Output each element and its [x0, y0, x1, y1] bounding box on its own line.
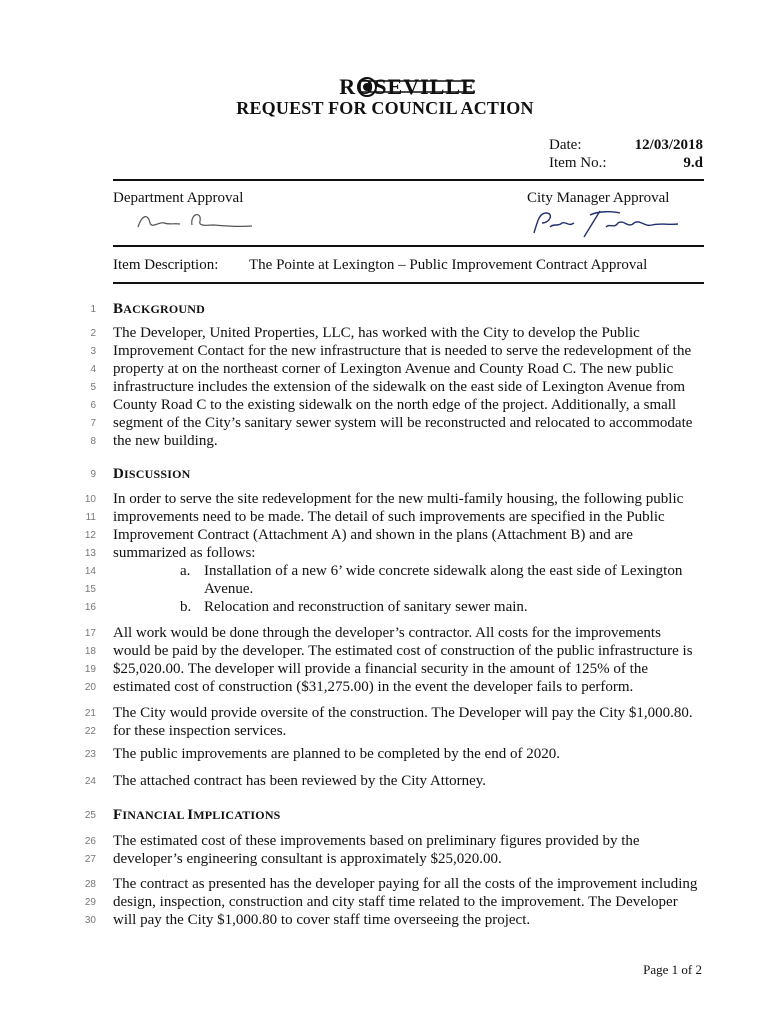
discussion-line: The public improvements are planned to be completed by the end of 2020.: [113, 746, 560, 762]
line-number: 4: [90, 364, 96, 375]
section-heading-discussion: DISCUSSION: [113, 466, 191, 482]
discussion-line: In order to serve the site redevelopment for the new multi-family housing, the following public: [113, 491, 684, 507]
line-number: 21: [84, 708, 96, 719]
line-number: 7: [90, 418, 96, 429]
discussion-line: for these inspection services.: [113, 723, 287, 739]
discussion-line: $25,020.00. The developer will provide a financial security in the amount of 125% of the: [113, 661, 648, 677]
background-line: infrastructure includes the extension of the sidewalk on the east side of Lexington Avenue from: [113, 379, 686, 395]
line-number: 10: [84, 494, 96, 505]
line-number: 8: [90, 436, 96, 447]
item-description-value: The Pointe at Lexington – Public Improvement Contract Approval: [249, 257, 648, 273]
page-number: Page 1 of 2: [643, 962, 702, 977]
line-number: 23: [84, 749, 96, 760]
divider-bottom: [113, 282, 704, 284]
line-number: 5: [90, 382, 96, 393]
list-marker: a.: [180, 563, 191, 579]
discussion-line: The attached contract has been reviewed by the City Attorney.: [113, 773, 487, 789]
background-line: Improvement Contact for the new infrastructure that is needed to serve the redevelopment of the: [113, 343, 692, 359]
city-manager-approval-label: City Manager Approval: [527, 190, 670, 206]
section-heading-financial: FINANCIAL IMPLICATIONS: [113, 807, 281, 823]
background-line: The Developer, United Properties, LLC, has worked with the City to develop the Public: [113, 325, 640, 341]
discussion-line: improvements need to be made. The detail of such improvements are specified in the Public: [113, 509, 665, 525]
divider-middle: [113, 245, 704, 247]
line-number: 11: [85, 512, 96, 523]
financial-line: developer’s engineering consultant is approximately $25,020.00.: [113, 851, 502, 867]
line-number: 18: [84, 646, 96, 657]
line-number: 28: [84, 879, 96, 890]
discussion-line: All work would be done through the developer’s contractor. All costs for the improvements: [113, 625, 661, 641]
background-line: the new building.: [113, 433, 218, 449]
line-number: 22: [84, 726, 96, 737]
line-number: 30: [84, 915, 96, 926]
line-number: 13: [84, 548, 96, 559]
line-number: 3: [90, 346, 96, 357]
logo-text: ROSEVILLE: [339, 74, 477, 99]
line-number: 16: [84, 602, 96, 613]
item-description-label: Item Description:: [113, 257, 219, 273]
line-number: 15: [84, 584, 96, 595]
item-description: [113, 257, 648, 274]
line-number: 2: [90, 328, 96, 339]
department-signature: [130, 205, 260, 235]
background-line: segment of the City’s sanitary sewer system will be reconstructed and relocated to accommodate: [113, 415, 693, 431]
line-number: 17: [84, 628, 96, 639]
line-number: 24: [84, 776, 96, 787]
financial-line: will pay the City $1,000.80 to cover staff time overseeing the project.: [113, 912, 531, 928]
line-number: 9: [90, 469, 96, 480]
discussion-line: would be paid by the developer. The estimated cost of construction of the public infrastructure is: [113, 643, 693, 659]
section-heading-background: BACKGROUND: [113, 301, 206, 317]
line-number: 29: [84, 897, 96, 908]
line-number: 19: [84, 664, 96, 675]
background-line: County Road C to the existing sidewalk on the north edge of the project. Additionally, a small: [113, 397, 677, 413]
discussion-line: estimated cost of construction ($31,275.00) in the event the developer fails to perform.: [113, 679, 634, 695]
date-label: Date:: [549, 137, 582, 153]
discussion-line: The City would provide oversite of the construction. The Developer will pay the City $1,000.80.: [113, 705, 693, 721]
line-number: 1: [90, 304, 96, 315]
list-marker: b.: [180, 599, 192, 615]
date-value: 12/03/2018: [634, 137, 703, 153]
financial-line: The contract as presented has the developer paying for all the costs of the improvement including: [113, 876, 698, 892]
financial-line: The estimated cost of these improvements based on preliminary figures provided by the: [113, 833, 640, 849]
city-manager-signature: [528, 205, 688, 241]
line-number: 12: [84, 530, 96, 541]
line-number: 14: [84, 566, 96, 577]
discussion-line: summarized as follows:: [113, 545, 256, 561]
line-number: 6: [90, 400, 96, 411]
item-number-value: 9.d: [683, 155, 703, 171]
background-line: property at on the northeast corner of Lexington Avenue and County Road C. The new public: [113, 361, 674, 377]
financial-line: design, inspection, construction and city staff time related to the improvement. The Developer: [113, 894, 678, 910]
line-number: 26: [84, 836, 96, 847]
item-number-label: Item No.:: [549, 155, 607, 171]
discussion-line: Improvement Contract (Attachment A) and shown in the plans (Attachment B) and are: [113, 527, 633, 543]
line-number: 20: [84, 682, 96, 693]
list-item-text: Avenue.: [204, 581, 254, 597]
line-number: 25: [84, 810, 96, 821]
page-title: REQUEST FOR COUNCIL ACTION: [236, 98, 534, 118]
list-item-text: Installation of a new 6’ wide concrete sidewalk along the east side of Lexington: [204, 563, 683, 579]
department-approval-label: Department Approval: [113, 190, 244, 206]
list-item-text: Relocation and reconstruction of sanitary sewer main.: [204, 599, 528, 615]
divider-top: [113, 179, 704, 181]
line-number: 27: [84, 854, 96, 865]
